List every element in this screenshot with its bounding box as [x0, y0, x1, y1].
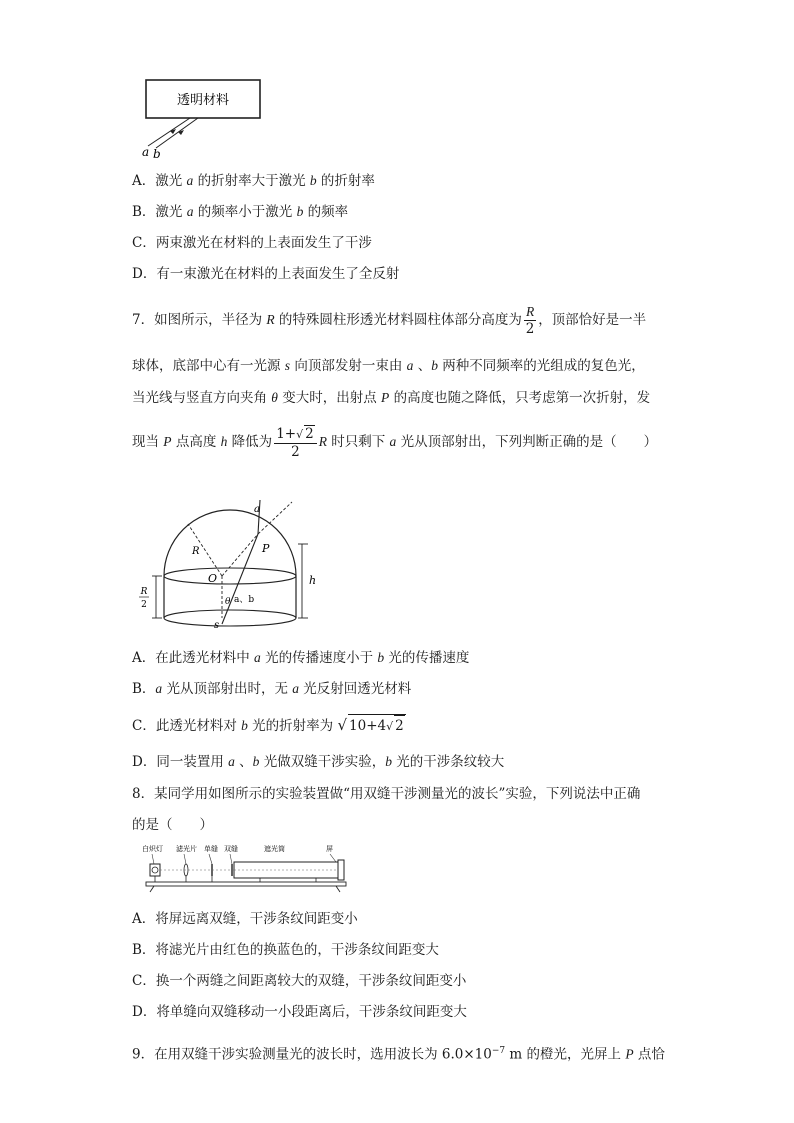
- q6-option-a: A．激光 a 的折射率大于激光 b 的折射率: [132, 173, 375, 189]
- fraction-1-plus-root2-over-2: $\frac{1+√ 2}{2}$: [274, 425, 317, 460]
- q7-option-d: D．同一装置用 a 、b 光做双缝干涉实验，b 光的干涉条纹较大: [132, 754, 505, 770]
- fig7-label-half-den: 2: [141, 600, 147, 610]
- q7-line-3: 当光线与竖直方向夹角 θ 变大时，出射点 P 的高度也随之降低，只考虑第一次折射，发: [132, 390, 651, 406]
- q6-option-b: B．激光 a 的频率小于激光 b 的频率: [132, 204, 349, 220]
- figure-hemisphere-cylinder: [132, 498, 332, 634]
- fig7-label-theta: θ: [225, 597, 231, 607]
- fig7-label-a: a: [254, 504, 260, 515]
- figure-double-slit-apparatus: [140, 842, 352, 894]
- material-box-label: 透明材料: [176, 93, 230, 108]
- fig8-label-single-slit: 单缝: [204, 845, 218, 853]
- q7-option-a: A．在此透光材料中 a 光的传播速度小于 b 光的传播速度: [132, 650, 470, 666]
- fig8-label-filter: 滤光片: [176, 845, 197, 853]
- q7-option-c: C．此透光材料对 b 光的折射率为 √ 10+4√ 2: [132, 714, 406, 737]
- q8-option-b: B．将滤光片由红色的换蓝色的，干涉条纹间距变大: [132, 942, 439, 958]
- fig7-label-h: h: [309, 574, 317, 587]
- q8-line-1: 8．某同学用如图所示的实验装置做“用双缝干涉测量光的波长”实验，下列说法中正确: [132, 786, 641, 802]
- ray-b-label: b: [153, 147, 161, 160]
- fig8-label-screen: 屏: [326, 845, 333, 853]
- q7-line-2: 球体，底部中心有一光源 s 向顶部发射一束由 a 、b 两种不同频率的光组成的复色光，: [132, 358, 645, 374]
- fig7-label-o: O: [208, 572, 218, 585]
- q7-line-4: 现当 P 点高度 h 降低为 $\frac{1+√ 2}{2}$ R 时只剩下 a 光从顶部射出，下列判断正确的是（ ）: [132, 426, 658, 460]
- fig8-label-double-slit: 双缝: [224, 845, 238, 853]
- q9-line-1: 9．在用双缝干涉实验测量光的波长时，选用波长为 $6.0\times 10^{-7}$ m 的橙光，光屏上 P 点恰: [132, 1046, 665, 1063]
- ray-a-label: a: [142, 145, 150, 159]
- q8-line-2: 的是（ ）: [132, 817, 213, 833]
- figure-transparent-material: [140, 76, 280, 160]
- fig7-label-r: R: [192, 546, 200, 557]
- fraction-r-over-2: $\frac{R}{2}$: [525, 304, 535, 337]
- q8-option-a: A．将屏远离双缝，干涉条纹间距变小: [132, 911, 358, 927]
- q6-option-c: C．两束激光在材料的上表面发生了干涉: [132, 235, 372, 251]
- fig8-label-lamp: 白炽灯: [142, 845, 163, 853]
- fig7-label-ab: a、b: [234, 595, 255, 605]
- fig7-label-s: s: [214, 620, 220, 631]
- fig8-label-tube: 遮光筒: [264, 845, 285, 853]
- q6-option-d: D．有一束激光在材料的上表面发生了全反射: [132, 266, 400, 282]
- q8-option-c: C．换一个两缝之间距离较大的双缝，干涉条纹间距变小: [132, 973, 467, 989]
- q8-option-d: D．将单缝向双缝移动一小段距离后，干涉条纹间距变大: [132, 1004, 467, 1020]
- q7-line-1: 7．如图所示，半径为 R 的特殊圆柱形透光材料圆柱体部分高度为 $\frac{R}{2}$ ，顶部恰好是一半: [132, 304, 647, 337]
- fig7-label-half-num: R: [140, 587, 148, 597]
- fig7-label-p: P: [262, 542, 270, 555]
- q7-option-b: B．a 光从顶部射出时，无 a 光反射回透光材料: [132, 681, 412, 697]
